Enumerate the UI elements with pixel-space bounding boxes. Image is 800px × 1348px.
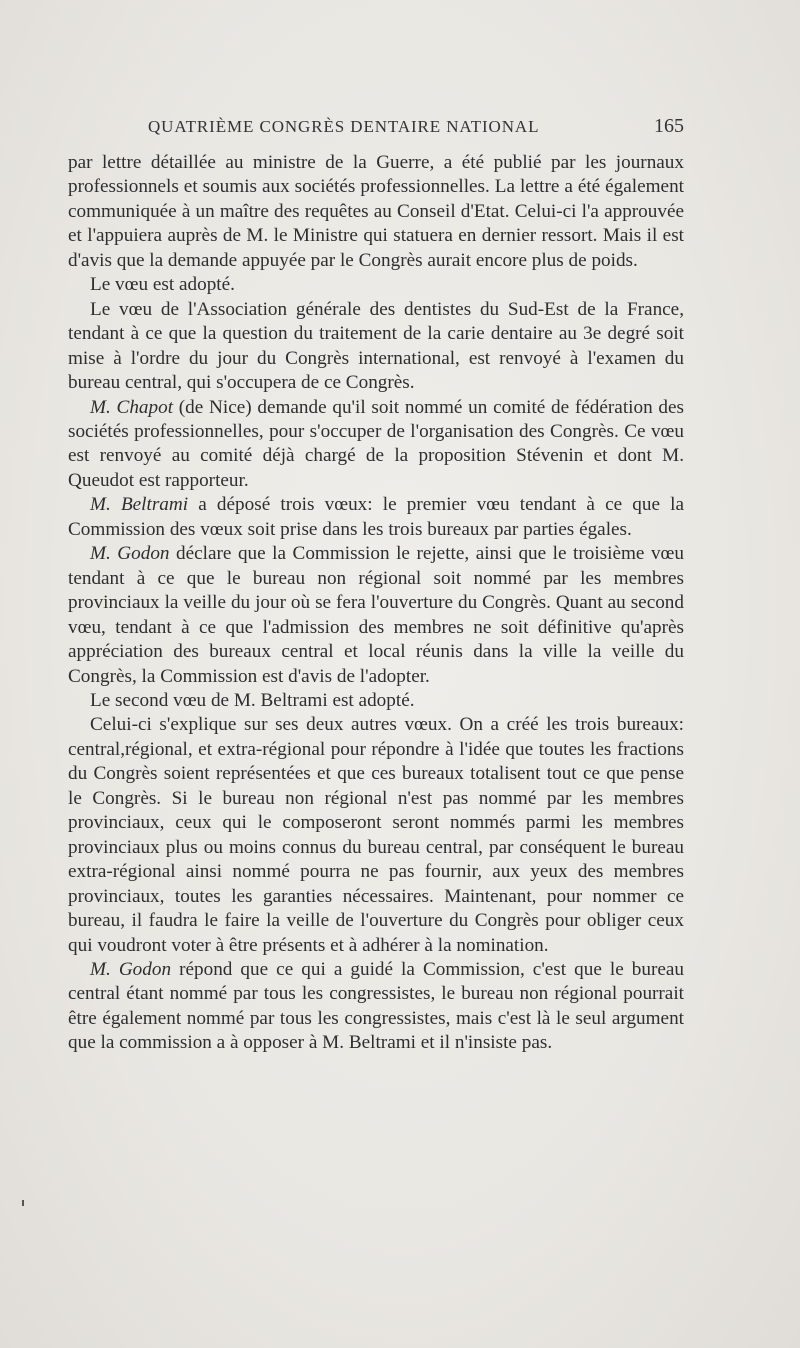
paragraph-text: Celui-ci s'explique sur ses deux autres vœux. On a créé les trois bureaux: central,régional, et extra-régional pour répondre à l'idée que toutes les fractions du Congrès soient représentées et que ces bureaux totalisent tout ce que pense le Congrès. Si le bureau non régional n'est pas nommé par les membres provinciaux, ceux qui le composeront seront nommés parmi les membres provinciaux plus ou moins connus du bureau central, par conséquent le bureau extra-régional ainsi nommé pourra ne pas fournir, aux yeux des membres provinciaux, toutes les garanties nécessaires. Maintenant, pour nommer ce bureau, il faudra le faire la veille de l'ouverture du Congrès pour obliger ceux qui voudront voter à être présents et à adhérer à la nomination.: [68, 714, 684, 956]
paragraph-text: Le vœu est adopté.: [90, 274, 235, 296]
running-title: QUATRIÈME CONGRÈS DENTAIRE NATIONAL: [148, 117, 540, 136]
paragraph-text: (de Nice) demande qu'il soit nommé un comité de fédération des sociétés professionnelles, pour s'occuper de l'organisation des Congrès. Ce vœu est renvoyé au comité déjà chargé de la proposition Stévenin et dont M. Queudot est rapporteur.: [68, 396, 684, 491]
speaker-name: M. Godon: [90, 958, 172, 980]
speaker-name: M. Godon: [90, 543, 170, 565]
page-header: [148, 117, 688, 143]
page-number: 165: [654, 115, 684, 137]
paragraph-7: [68, 689, 684, 713]
ink-speck: [22, 1200, 24, 1206]
body-text: [68, 151, 684, 1056]
paragraph-text: répond que ce qui a guidé la Commission, c'est que le bureau central étant nommé par tous les congressistes, le bureau non régional pourrait être également nommé par tous les congressistes, mais c'est là le seul argument que la commission a à opposer à M. Beltrami et il n'insiste pas.: [68, 958, 684, 1054]
paragraph-9: [68, 958, 684, 1056]
speaker-name: M. Chapot: [90, 396, 174, 418]
paragraph-text: par lettre détaillée au ministre de la Guerre, a été publié par les journaux professionnels et soumis aux sociétés professionnelles. La lettre a été également communiquée à un maître des requêtes au Conseil d'Etat. Celui-ci l'a approuvée et l'appuiera auprès de M. le Ministre qui statuera en dernier ressort. Mais il est d'avis que la demande appuyée par le Congrès aurait encore plus de poids.: [68, 152, 684, 271]
paragraph-4: [68, 396, 684, 494]
paragraph-5: [68, 493, 684, 542]
paragraph-text: a déposé trois vœux: le premier vœu tendant à ce que la Commission des vœux soit prise dans les trois bureaux par parties égales.: [68, 494, 684, 540]
paragraph-text: Le vœu de l'Association générale des dentistes du Sud-Est de la France, tendant à ce que la question du traitement de la carie dentaire au 3e degré soit mise à l'ordre du jour du Congrès international, est renvoyé à l'examen du bureau central, qui s'occupera de ce Congrès.: [68, 298, 684, 394]
speaker-name: M. Beltrami: [90, 494, 189, 516]
paragraph-text: déclare que la Commission le rejette, ainsi que le troisième vœu tendant à ce que le bureau non régional soit nommé par les membres provinciaux la veille du jour où se fera l'ouverture du Congrès. Quant au second vœu, tendant à ce que l'admission des membres ne soit définitive qu'après appréciation des bureaux central et local réunis dans la ville la veille du Congrès, la Commission est d'avis de l'adopter.: [68, 543, 684, 687]
paragraph-1: [68, 151, 684, 273]
paragraph-text: Le second vœu de M. Beltrami est adopté.: [90, 689, 415, 711]
paragraph-8: [68, 713, 684, 958]
paragraph-2: [68, 273, 684, 297]
paragraph-3: [68, 298, 684, 396]
paragraph-6: [68, 542, 684, 689]
